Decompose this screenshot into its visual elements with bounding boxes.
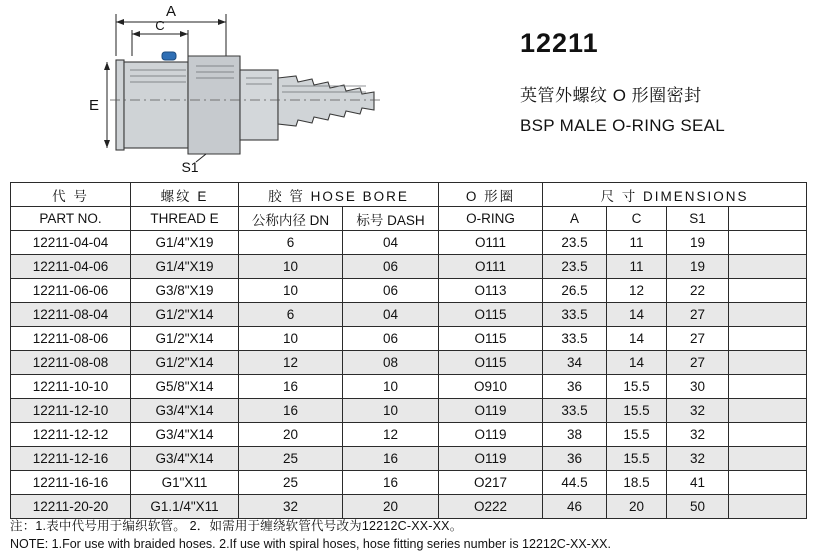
cell-dash: 06 xyxy=(343,327,439,351)
header-dim-c: C xyxy=(607,207,667,231)
cell-blank xyxy=(729,495,807,519)
table-row xyxy=(11,351,807,375)
cell-thread: G3/4"X14 xyxy=(131,447,239,471)
cell-a: 46 xyxy=(543,495,607,519)
spec-table-head xyxy=(11,183,807,231)
header-oring: O-RING xyxy=(439,207,543,231)
cell-a: 36 xyxy=(543,447,607,471)
spec-table xyxy=(10,182,807,519)
cell-dash: 20 xyxy=(343,495,439,519)
cell-s1: 27 xyxy=(667,351,729,375)
cell-oring: O115 xyxy=(439,351,543,375)
cell-part_no: 12211-08-08 xyxy=(11,351,131,375)
cell-oring: O113 xyxy=(439,279,543,303)
cell-dash: 06 xyxy=(343,279,439,303)
cell-oring: O119 xyxy=(439,423,543,447)
header-oring-cn: O 形圈 xyxy=(439,183,543,207)
cell-a: 26.5 xyxy=(543,279,607,303)
dim-e-label: E xyxy=(88,97,100,114)
part-code: 12211 xyxy=(520,28,599,58)
cell-c: 15.5 xyxy=(607,423,667,447)
oring-detail xyxy=(162,52,176,60)
header-dimensions: 尺 寸 DIMENSIONS xyxy=(543,183,807,207)
cell-part_no: 12211-12-16 xyxy=(11,447,131,471)
cell-a: 33.5 xyxy=(543,327,607,351)
cell-oring: O910 xyxy=(439,375,543,399)
cell-dash: 10 xyxy=(343,375,439,399)
cell-dash: 10 xyxy=(343,399,439,423)
header-dim-a: A xyxy=(543,207,607,231)
cell-a: 33.5 xyxy=(543,399,607,423)
cell-c: 14 xyxy=(607,303,667,327)
cell-dn: 6 xyxy=(239,231,343,255)
cell-c: 15.5 xyxy=(607,375,667,399)
cell-blank xyxy=(729,447,807,471)
cell-blank xyxy=(729,375,807,399)
cell-thread: G1.1/4"X11 xyxy=(131,495,239,519)
cell-oring: O119 xyxy=(439,399,543,423)
cell-blank xyxy=(729,231,807,255)
table-row xyxy=(11,255,807,279)
header-thread-cn: 螺纹 E xyxy=(131,183,239,207)
cell-dn: 25 xyxy=(239,471,343,495)
cell-s1: 41 xyxy=(667,471,729,495)
table-row xyxy=(11,327,807,351)
cell-dash: 08 xyxy=(343,351,439,375)
fitting-drawing xyxy=(10,0,490,180)
cell-oring: O222 xyxy=(439,495,543,519)
cell-s1: 32 xyxy=(667,399,729,423)
cell-c: 14 xyxy=(607,327,667,351)
cell-c: 15.5 xyxy=(607,399,667,423)
spec-table-wrap xyxy=(10,182,806,519)
fitting-drawing-svg xyxy=(10,0,490,180)
cell-oring: O111 xyxy=(439,255,543,279)
header-row-2 xyxy=(11,207,807,231)
cell-blank xyxy=(729,471,807,495)
cell-oring: O111 xyxy=(439,231,543,255)
header-row-1 xyxy=(11,183,807,207)
cell-dn: 10 xyxy=(239,327,343,351)
cell-part_no: 12211-04-04 xyxy=(11,231,131,255)
cell-dn: 10 xyxy=(239,279,343,303)
table-row xyxy=(11,399,807,423)
dim-a-label: A xyxy=(165,3,177,20)
cell-s1: 19 xyxy=(667,255,729,279)
cell-c: 15.5 xyxy=(607,447,667,471)
cell-blank xyxy=(729,399,807,423)
cell-a: 38 xyxy=(543,423,607,447)
cell-dn: 32 xyxy=(239,495,343,519)
cell-dn: 25 xyxy=(239,447,343,471)
cell-s1: 27 xyxy=(667,303,729,327)
cell-thread: G1/2"X14 xyxy=(131,351,239,375)
cell-part_no: 12211-06-06 xyxy=(11,279,131,303)
cell-a: 33.5 xyxy=(543,303,607,327)
cell-dash: 04 xyxy=(343,231,439,255)
cell-c: 11 xyxy=(607,255,667,279)
cell-part_no: 12211-12-12 xyxy=(11,423,131,447)
header-part-no: PART NO. xyxy=(11,207,131,231)
cell-s1: 27 xyxy=(667,327,729,351)
cell-dash: 12 xyxy=(343,423,439,447)
cell-c: 20 xyxy=(607,495,667,519)
cell-c: 14 xyxy=(607,351,667,375)
cell-s1: 22 xyxy=(667,279,729,303)
header-dim-s1: S1 xyxy=(667,207,729,231)
cell-thread: G1"X11 xyxy=(131,471,239,495)
cell-blank xyxy=(729,351,807,375)
cell-thread: G3/4"X14 xyxy=(131,399,239,423)
cell-thread: G3/8"X19 xyxy=(131,279,239,303)
cell-s1: 30 xyxy=(667,375,729,399)
cell-a: 23.5 xyxy=(543,255,607,279)
title-block xyxy=(520,28,810,136)
header-dn: 公称内径 DN xyxy=(239,207,343,231)
note-english: NOTE: 1.For use with braided hoses. 2.If use with spiral hoses, hose fitting series number is 12212C-XX-XX. xyxy=(10,537,611,551)
cell-part_no: 12211-04-06 xyxy=(11,255,131,279)
cell-dn: 16 xyxy=(239,399,343,423)
cell-dn: 10 xyxy=(239,255,343,279)
title-chinese: 英管外螺纹 O 形圈密封 xyxy=(520,86,702,105)
cell-s1: 19 xyxy=(667,231,729,255)
table-row xyxy=(11,375,807,399)
header-thread: THREAD E xyxy=(131,207,239,231)
cell-s1: 50 xyxy=(667,495,729,519)
cell-a: 34 xyxy=(543,351,607,375)
cell-dn: 16 xyxy=(239,375,343,399)
table-row xyxy=(11,447,807,471)
cell-thread: G5/8"X14 xyxy=(131,375,239,399)
cell-part_no: 12211-12-10 xyxy=(11,399,131,423)
cell-part_no: 12211-08-06 xyxy=(11,327,131,351)
cell-blank xyxy=(729,327,807,351)
cell-blank xyxy=(729,303,807,327)
cell-dn: 20 xyxy=(239,423,343,447)
cell-oring: O119 xyxy=(439,447,543,471)
cell-dash: 16 xyxy=(343,447,439,471)
header-area xyxy=(0,0,816,180)
cell-dash: 06 xyxy=(343,255,439,279)
cell-c: 18.5 xyxy=(607,471,667,495)
cell-part_no: 12211-08-04 xyxy=(11,303,131,327)
dim-c-label: C xyxy=(155,18,165,33)
cell-part_no: 12211-20-20 xyxy=(11,495,131,519)
cell-oring: O115 xyxy=(439,303,543,327)
cell-dn: 12 xyxy=(239,351,343,375)
cell-thread: G1/4"X19 xyxy=(131,255,239,279)
cell-part_no: 12211-16-16 xyxy=(11,471,131,495)
table-row xyxy=(11,423,807,447)
cell-blank xyxy=(729,279,807,303)
cell-blank xyxy=(729,255,807,279)
cell-a: 44.5 xyxy=(543,471,607,495)
table-row xyxy=(11,471,807,495)
table-row xyxy=(11,279,807,303)
note-chinese: 注：1.表中代号用于编织软管。 2．如需用于缠绕软管代号改为12212C-XX-XX。 xyxy=(10,519,463,533)
cell-thread: G1/4"X19 xyxy=(131,231,239,255)
cell-oring: O115 xyxy=(439,327,543,351)
header-part-no-cn: 代 号 xyxy=(11,183,131,207)
header-dash: 标号 DASH xyxy=(343,207,439,231)
table-row xyxy=(11,231,807,255)
cell-c: 12 xyxy=(607,279,667,303)
cell-oring: O217 xyxy=(439,471,543,495)
cell-thread: G3/4"X14 xyxy=(131,423,239,447)
table-row xyxy=(11,495,807,519)
cell-a: 36 xyxy=(543,375,607,399)
header-hose-bore: 胶 管 HOSE BORE xyxy=(239,183,439,207)
cell-s1: 32 xyxy=(667,447,729,471)
header-blank xyxy=(729,207,807,231)
cell-thread: G1/2"X14 xyxy=(131,327,239,351)
cell-blank xyxy=(729,423,807,447)
spec-table-body xyxy=(11,231,807,519)
cell-s1: 32 xyxy=(667,423,729,447)
table-row xyxy=(11,303,807,327)
dim-s1-label: S1 xyxy=(181,159,199,175)
title-english: BSP MALE O-RING SEAL xyxy=(520,116,726,135)
cell-c: 11 xyxy=(607,231,667,255)
cell-dn: 6 xyxy=(239,303,343,327)
cell-dash: 04 xyxy=(343,303,439,327)
cell-a: 23.5 xyxy=(543,231,607,255)
cell-part_no: 12211-10-10 xyxy=(11,375,131,399)
cell-thread: G1/2"X14 xyxy=(131,303,239,327)
cell-dash: 16 xyxy=(343,471,439,495)
